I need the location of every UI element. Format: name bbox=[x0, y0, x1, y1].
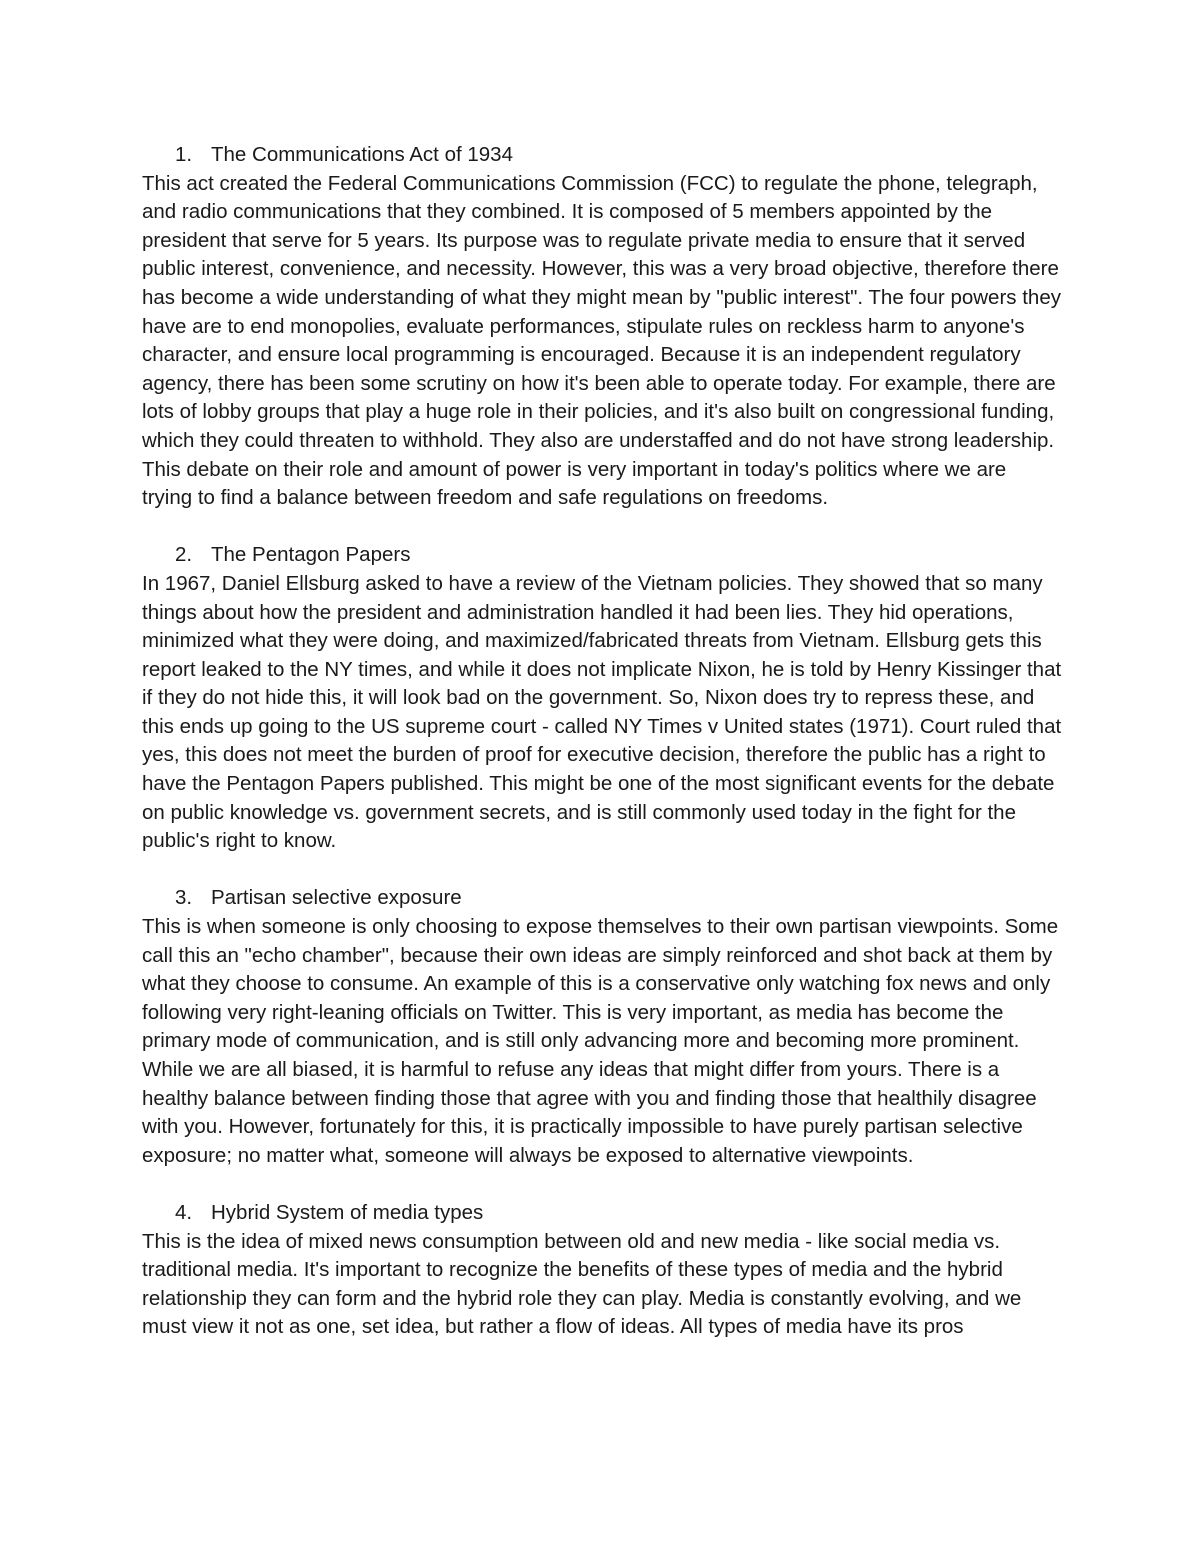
section-body: In 1967, Daniel Ellsburg asked to have a review of the Vietnam policies. They showed that so many things about how the president and administration handled it had been lies. They hid operations, minimized what they were doing, and maximized/fabricated threats from Vietnam. Ellsburg gets this report leaked to the NY times, and while it does not implicate Nixon, he is told by Henry Kissinger that if they do not hide this, it will look bad on the government. So, Nixon does try to repress these, and this ends up going to the US supreme court - called NY Times v United states (1971). Court ruled that yes, this does not meet the burden of proof for executive decision, therefore the public has a right to have the Pentagon Papers published. This might be one of the most significant events for the debate on public knowledge vs. government secrets, and is still commonly used today in the fight for the public's right to know. bbox=[142, 571, 1062, 853]
section-heading bbox=[142, 1199, 1062, 1228]
section-hybrid-system bbox=[142, 1199, 1062, 1342]
section-body: This is when someone is only choosing to expose themselves to their own partisan viewpoints. Some call this an "echo chamber", because their own ideas are simply reinforced and shot back at them by what they choose to consume. An example of this is a conservative only watching fox news and only following very right-leaning officials on Twitter. This is very important, as media has become the primary mode of communication, and is still only advancing more and becoming more prominent. While we are all biased, it is harmful to refuse any ideas that might differ from yours. There is a healthy balance between finding those that agree with you and finding those that healthily disagree with you. However, fortunately for this, it is practically impossible to have purely partisan selective exposure; no matter what, someone will always be exposed to alternative viewpoints. bbox=[142, 915, 1059, 1167]
section-heading bbox=[142, 141, 1062, 170]
section-title: The Pentagon Papers bbox=[211, 543, 411, 567]
list-number: 2. bbox=[175, 543, 193, 567]
list-number: 4. bbox=[175, 1200, 193, 1224]
section-body: This is the idea of mixed news consumption between old and new media - like social media vs. traditional media. It's important to recognize the benefits of these types of media and the hybrid relationship they can form and the hybrid role they can play. Media is constantly evolving, and we must view it not as one, set idea, but rather a flow of ideas. All types of media have its pros bbox=[142, 1229, 1022, 1339]
section-body: This act created the Federal Communications Commission (FCC) to regulate the phone, telegraph, and radio communications that they combined. It is composed of 5 members appointed by the president that serve for 5 years. Its purpose was to regulate private media to ensure that it served public interest, convenience, and necessity. However, this was a very broad objective, therefore there has become a wide understanding of what they might mean by "public interest". The four powers they have are to end monopolies, evaluate performances, stipulate rules on reckless harm to anyone's character, and ensure local programming is encouraged. Because it is an independent regulatory agency, there has been some scrutiny on how it's been able to operate today. For example, there are lots of lobby groups that play a huge role in their policies, and it's also built on congressional funding, which they could threaten to withhold. They also are understaffed and do not have strong leadership. This debate on their role and amount of power is very important in today's politics where we are trying to find a balance between freedom and safe regulations on freedoms. bbox=[142, 171, 1061, 510]
section-pentagon-papers bbox=[142, 541, 1062, 856]
section-communications-act bbox=[142, 141, 1062, 513]
list-number: 1. bbox=[175, 143, 193, 166]
section-title: Partisan selective exposure bbox=[211, 886, 462, 910]
section-title: The Communications Act of 1934 bbox=[211, 143, 513, 166]
section-heading bbox=[142, 884, 1062, 913]
section-heading bbox=[142, 541, 1062, 570]
section-partisan-selective-exposure bbox=[142, 884, 1062, 1170]
list-number: 3. bbox=[175, 886, 193, 910]
document-page bbox=[142, 141, 1062, 1371]
section-title: Hybrid System of media types bbox=[211, 1200, 484, 1224]
